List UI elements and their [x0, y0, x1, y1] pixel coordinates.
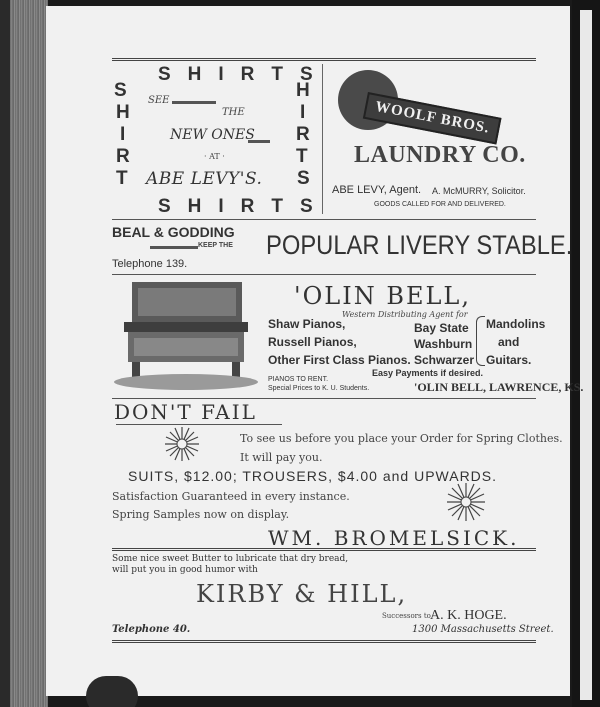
starburst-icon-2 — [446, 482, 486, 522]
clothing-line4: Spring Samples now on display. — [112, 508, 290, 521]
livery-telephone: Telephone 139. — [112, 258, 188, 270]
right-t: T — [296, 146, 308, 167]
left-r: R — [116, 146, 130, 167]
rule-2 — [112, 274, 536, 275]
pointing-hand-icon-3 — [150, 246, 198, 249]
laundry-agent: ABE LEVY, Agent. — [332, 184, 422, 196]
left-i: I — [120, 124, 126, 145]
piano-dealer-title: 'OLIN BELL, — [294, 282, 471, 310]
bottom-border-rule — [112, 640, 536, 643]
laundry-title: LAUNDRY CO. — [354, 142, 526, 168]
grocery-telephone: Telephone 40. — [112, 624, 191, 635]
clothing-line2: It will pay you. — [240, 451, 323, 464]
grocery-name: KIRBY & HILL, — [196, 580, 408, 608]
piano-engraving — [114, 280, 264, 390]
livery-name: BEAL & GODDING — [112, 224, 235, 240]
piano-col3-line1: Mandolins — [486, 317, 546, 331]
piano-col2-line2: Washburn — [414, 337, 473, 351]
clothing-line3: Satisfaction Guaranteed in every instance. — [112, 490, 350, 503]
piano-col3-line3: Guitars. — [486, 353, 532, 367]
piano-col1-line1: Shaw Pianos, — [268, 317, 346, 331]
laundry-solicitor: A. McMURRY, Solicitor. — [432, 186, 526, 196]
piano-payments: Easy Payments if desired. — [372, 368, 484, 378]
rule-4 — [112, 548, 536, 551]
livery-title: POPULAR LIVERY STABLE. — [266, 230, 573, 260]
pointing-hand-icon — [172, 101, 216, 104]
grocery-predecessor: A. K. HOGE. — [430, 608, 507, 623]
advertisement-page — [46, 6, 584, 696]
rule-3 — [112, 398, 536, 399]
shirts-bottom-word: SHIRTS — [158, 196, 330, 217]
next-page-edge — [580, 10, 592, 700]
new-ones-label: NEW ONES — [170, 127, 255, 143]
brace-icon — [476, 316, 485, 366]
right-h: H — [296, 80, 310, 101]
left-s: S — [114, 80, 127, 101]
grocery-line1: Some nice sweet Butter to lubricate that dry bread, — [112, 554, 349, 564]
clothing-headline: DON'T FAIL — [114, 400, 257, 424]
keep-the-label: KEEP THE — [198, 242, 233, 249]
right-s: S — [297, 168, 310, 189]
top-border-rule — [112, 58, 536, 61]
piano-col3-line2: and — [498, 335, 520, 349]
piano-dealer-subtitle: Western Distributing Agent for — [342, 310, 468, 319]
abe-levys-label: ABE LEVY'S. — [146, 169, 263, 189]
book-spine-shadow — [0, 0, 10, 707]
clothing-line1: To see us before you place your Order for Spring Clothes. — [240, 432, 563, 445]
clothing-merchant: WM. BROMELSICK. — [268, 526, 520, 550]
piano-special: Special Prices to K. U. Students. — [268, 385, 370, 392]
column-divider — [322, 64, 323, 214]
see-label: SEE — [148, 95, 170, 106]
piano-col2-line1: Bay State — [414, 321, 469, 335]
rule-1 — [112, 219, 536, 220]
pointing-hand-icon-2 — [248, 140, 270, 143]
clothing-prices: SUITS, $12.00; TROUSERS, $4.00 and UPWARDS. — [128, 468, 498, 484]
right-i: I — [300, 102, 306, 123]
headline-underline — [116, 424, 282, 425]
piano-col2-line3: Schwarzer — [414, 353, 475, 367]
at-label: · AT · — [204, 152, 225, 161]
piano-col1-line2: Russell Pianos, — [268, 335, 357, 349]
left-h: H — [116, 102, 130, 123]
the-label: THE — [222, 107, 245, 118]
grocery-successors: Successors to — [382, 612, 431, 620]
piano-col1-line3: Other First Class Pianos. — [268, 353, 411, 367]
laundry-banner: WOOLF BROS. — [363, 92, 502, 145]
shirts-top-word: SHIRTS — [158, 64, 330, 85]
piano-signature: 'OLIN BELL, LAWRENCE, KS. — [414, 380, 584, 394]
thumb-shadow — [86, 676, 138, 707]
starburst-icon — [164, 426, 200, 462]
left-t: T — [116, 168, 128, 189]
laundry-notice: GOODS CALLED FOR AND DELIVERED. — [374, 201, 506, 208]
right-r: R — [296, 124, 310, 145]
piano-rent: PIANOS TO RENT. — [268, 376, 329, 383]
grocery-line2: will put you in good humor with — [112, 565, 258, 575]
grocery-address: 1300 Massachusetts Street. — [412, 624, 554, 635]
